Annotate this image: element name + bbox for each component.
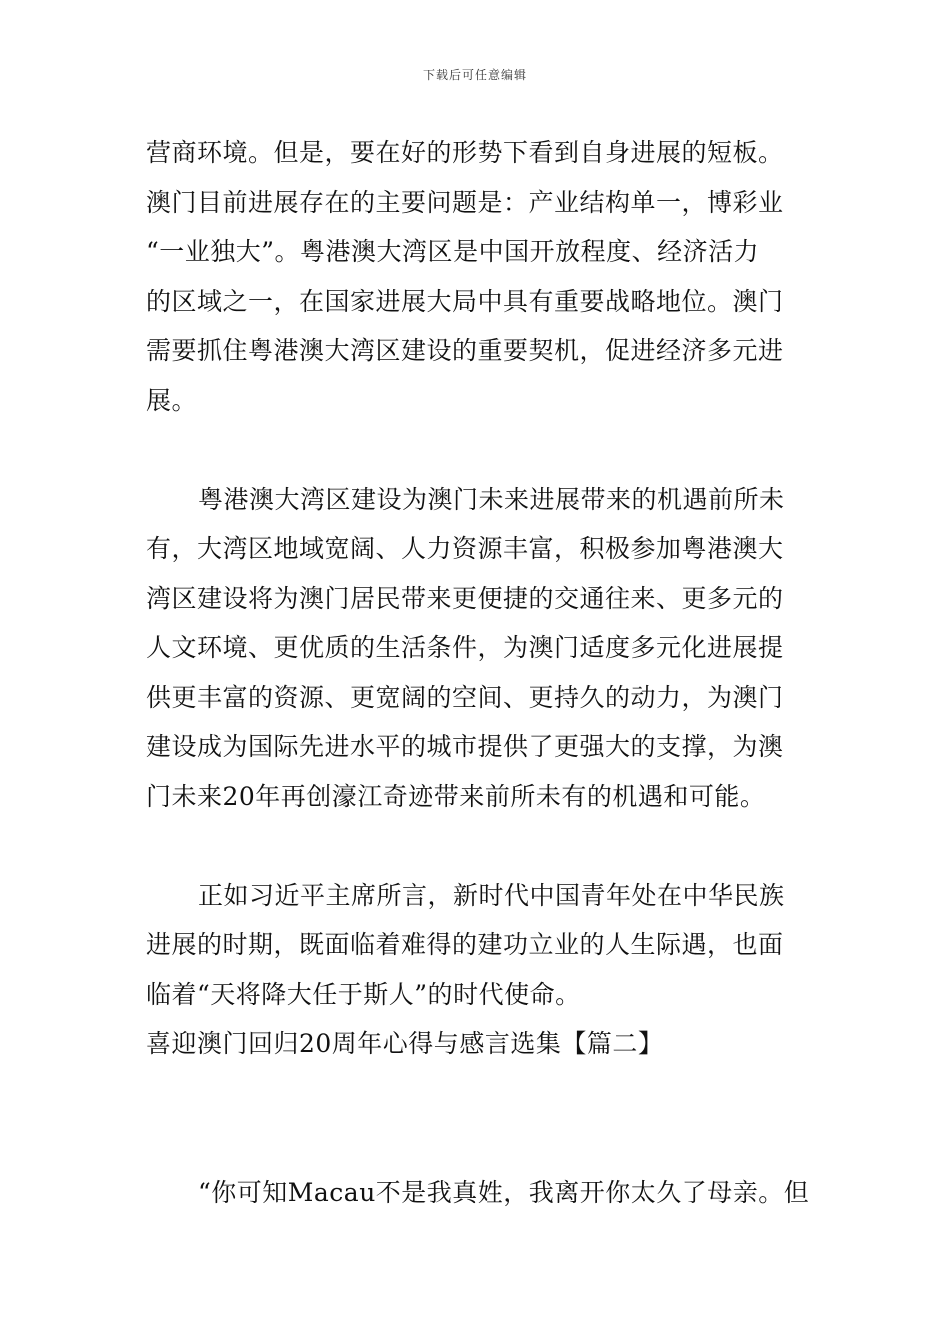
text-line: 展。 (146, 385, 198, 415)
text-line: 进展的时期，既面临着难得的建功立业的人生际遇，也面 (146, 930, 784, 959)
text-line: 粤港澳大湾区建设为澳门未来进展带来的机遇前所未 (198, 484, 785, 514)
text-line: “一业独大”。粤港澳大湾区是中国开放程度、经济活力 (146, 237, 760, 266)
text-line: 正如习近平主席所言，新时代中国青年处在中华民族 (198, 880, 785, 910)
text-line: 建设成为国际先进水平的城市提供了更强大的支撑，为澳 (146, 732, 784, 761)
paragraph-1 (146, 128, 808, 425)
text-line: 澳门目前进展存在的主要问题是：产业结构单一，博彩业 (146, 187, 784, 217)
text-line: 有，大湾区地域宽阔、人力资源丰富，积极参加粤港澳大 (146, 534, 784, 563)
text-line: 需要抓住粤港澳大湾区建设的重要契机，促进经济多元进 (146, 336, 784, 365)
paragraph-spacer (146, 1118, 808, 1168)
text-line: 人文环境、更优质的生活条件，为澳门适度多元化进展提 (146, 633, 784, 662)
header-note: 下载后可任意编辑 (422, 68, 527, 82)
paragraph-spacer (146, 821, 808, 871)
paragraph-4 (146, 1168, 808, 1218)
text-line: 的区域之一，在国家进展大局中具有重要战略地位。澳门 (146, 286, 784, 316)
paragraph-3 (146, 871, 808, 1020)
text-line: 临着“天将降大任于斯人”的时代使命。 (146, 979, 581, 1009)
text-line: 营商环境。但是，要在好的形势下看到自身进展的短板。 (146, 138, 784, 167)
text-line: 供更丰富的资源、更宽阔的空间、更持久的动力，为澳门 (146, 682, 784, 712)
text-line: 门未来20年再创濠江奇迹带来前所未有的机遇和可能。 (146, 781, 766, 811)
section-heading: 喜迎澳门回归20周年心得与感言选集【篇二】 (146, 1029, 664, 1058)
paragraph-2 (146, 475, 808, 822)
paragraph-spacer (146, 425, 808, 475)
text-line: “你可知Macau不是我真姓，我离开你太久了母亲。但 (198, 1177, 810, 1207)
paragraph-spacer (146, 1069, 808, 1119)
text-line: 湾区建设将为澳门居民带来更便捷的交通往来、更多元的 (146, 583, 784, 613)
document-body (146, 128, 808, 1217)
